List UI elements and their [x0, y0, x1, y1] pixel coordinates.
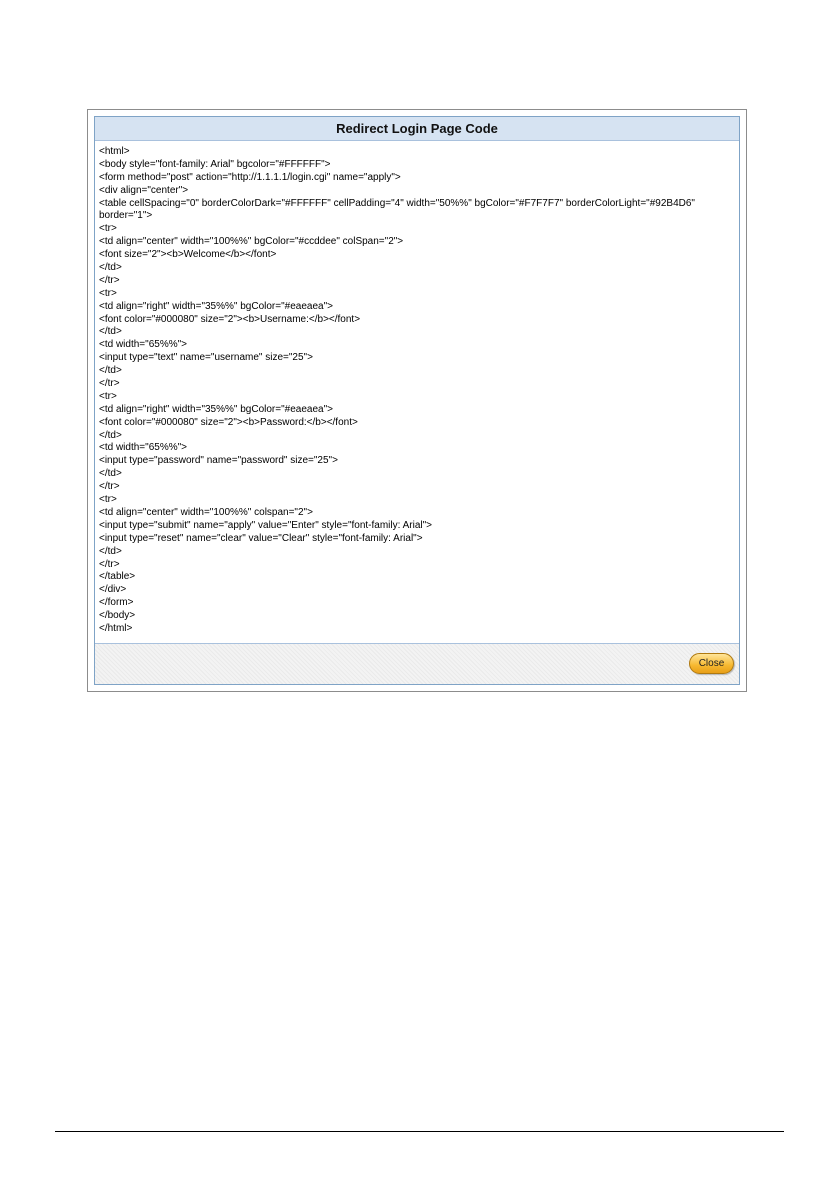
code-line: </td> [99, 326, 122, 338]
code-line: <td align="center" width="100%%" bgColor="#ccddee" colSpan="2"> [99, 236, 404, 248]
code-line: <tr> [99, 287, 117, 299]
code-line: border="1"> [99, 210, 153, 222]
code-line: </td> [99, 262, 122, 274]
code-line: <html> [99, 146, 130, 157]
code-line: </td> [99, 468, 122, 480]
code-line: </form> [99, 597, 134, 609]
dialog-footer [95, 643, 739, 684]
code-line: </tr> [99, 558, 120, 570]
code-line: <td align="right" width="35%%" bgColor="#eaeaea"> [99, 403, 333, 415]
dialog-frame [87, 109, 747, 692]
page-footer-rule [55, 1131, 784, 1132]
code-line: </td> [99, 429, 122, 441]
code-line: <input type="text" name="username" size="25"> [99, 352, 313, 364]
code-line: </tr> [99, 378, 120, 390]
code-text-area [99, 146, 735, 646]
code-line: <tr> [99, 494, 117, 506]
code-line: <form method="post" action="http://1.1.1.1/login.cgi" name="apply"> [99, 171, 401, 183]
code-line: <body style="font-family: Arial" bgcolor="#FFFFFF"> [99, 158, 331, 170]
code-line: <tr> [99, 390, 117, 402]
code-line: </body> [99, 610, 136, 622]
code-line: </tr> [99, 274, 120, 286]
code-line: <td width="65%%"> [99, 442, 187, 454]
code-line: <font size="2"><b>Welcome</b></font> [99, 249, 277, 261]
code-line: <input type="password" name="password" size="25"> [99, 455, 338, 467]
close-button[interactable]: Close [689, 653, 734, 674]
code-line: </div> [99, 584, 127, 596]
code-line: <tr> [99, 223, 117, 235]
code-line: </html> [99, 622, 133, 634]
code-line: <font color="#000080" size="2"><b>Password:</b></font> [99, 416, 358, 428]
code-line: <font color="#000080" size="2"><b>Username:</b></font> [99, 313, 361, 325]
code-line: </td> [99, 545, 122, 557]
code-line: <table cellSpacing="0" borderColorDark="#FFFFFF" cellPadding="4" width="50%%" bgColor="#F7F7F7" borderColorLight="#92B4D6" [99, 197, 695, 209]
code-line: <td align="center" width="100%%" colspan="2"> [99, 506, 313, 518]
dialog-title: Redirect Login Page Code [95, 117, 739, 141]
redirect-login-code-dialog [94, 116, 740, 685]
code-line: </td> [99, 365, 122, 377]
code-line: <input type="submit" name="apply" value="Enter" style="font-family: Arial"> [99, 519, 433, 531]
code-line: <td width="65%%"> [99, 339, 187, 351]
code-line: <td align="right" width="35%%" bgColor="#eaeaea"> [99, 300, 333, 312]
code-line: <div align="center"> [99, 184, 189, 196]
code-line: </table> [99, 571, 136, 583]
code-line: <input type="reset" name="clear" value="Clear" style="font-family: Arial"> [99, 532, 423, 544]
code-line: </tr> [99, 481, 120, 493]
